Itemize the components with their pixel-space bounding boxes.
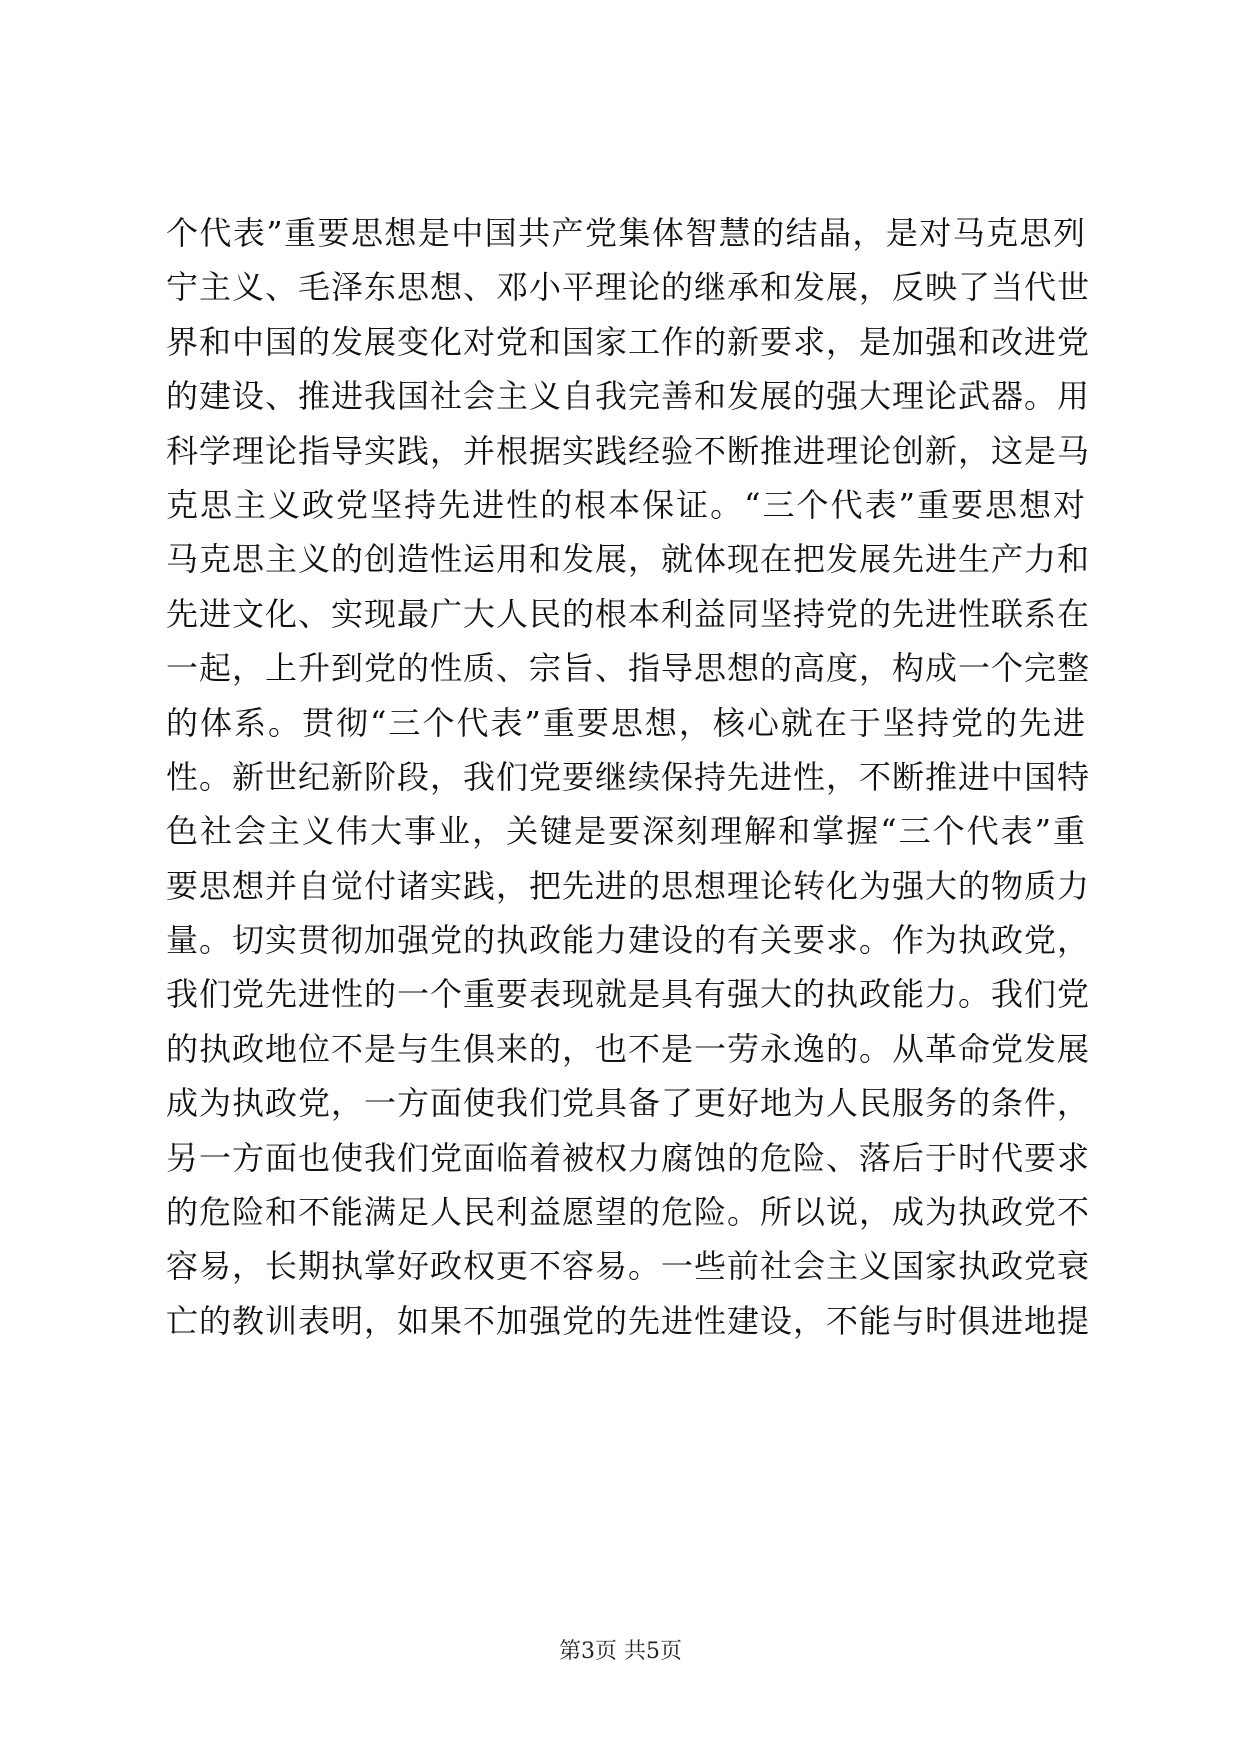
text-line: 要思想并自觉付诸实践，把先进的思想理论转化为强大的物质力 [166, 866, 1091, 905]
text-line: 的建设、推进我国社会主义自我完善和发展的强大理论武器。用 [166, 377, 1091, 416]
text-line: 容易，长期执掌好政权更不容易。一些前社会主义国家执政党衰 [166, 1247, 1091, 1286]
text-line: 色社会主义伟大事业，关键是要深刻理解和掌握“三个代表”重 [166, 812, 1086, 851]
text-line: 先进文化、实现最广大人民的根本利益同坚持党的先进性联系在 [166, 594, 1091, 633]
text-line: 亡的教训表明，如果不加强党的先进性建设，不能与时俱进地提 [166, 1301, 1091, 1340]
text-line: 界和中国的发展变化对党和国家工作的新要求，是加强和改进党 [166, 322, 1091, 361]
body-text [166, 206, 1091, 1348]
text-line: 成为执政党，一方面使我们党具备了更好地为人民服务的条件， [166, 1084, 1091, 1123]
text-line: 宁主义、毛泽东思想、邓小平理论的继承和发展，反映了当代世 [166, 268, 1091, 307]
text-line: 另一方面也使我们党面临着被权力腐蚀的危险、落后于时代要求 [166, 1138, 1091, 1177]
text-line: 克思主义政党坚持先进性的根本保证。“三个代表”重要思想对 [166, 485, 1086, 524]
text-line: 个代表”重要思想是中国共产党集体智慧的结晶，是对马克思列 [166, 214, 1086, 252]
text-line: 我们党先进性的一个重要表现就是具有强大的执政能力。我们党 [166, 975, 1091, 1014]
text-line: 的危险和不能满足人民利益愿望的危险。所以说，成为执政党不 [166, 1193, 1091, 1232]
text-line: 科学理论指导实践，并根据实践经验不断推进理论创新，这是马 [166, 431, 1091, 470]
page-footer: 第3页 共5页 [559, 1639, 682, 1664]
text-line: 性。新世纪新阶段，我们党要继续保持先进性，不断推进中国特 [166, 757, 1091, 796]
text-line: 量。切实贯彻加强党的执政能力建设的有关要求。作为执政党， [166, 921, 1091, 960]
text-line: 一起，上升到党的性质、宗旨、指导思想的高度，构成一个完整 [166, 649, 1091, 688]
text-line: 的执政地位不是与生俱来的，也不是一劳永逸的。从革命党发展 [166, 1029, 1091, 1068]
text-line: 的体系。贯彻“三个代表”重要思想，核心就在于坚持党的先进 [166, 703, 1086, 742]
text-line: 马克思主义的创造性运用和发展，就体现在把发展先进生产力和 [166, 540, 1091, 579]
